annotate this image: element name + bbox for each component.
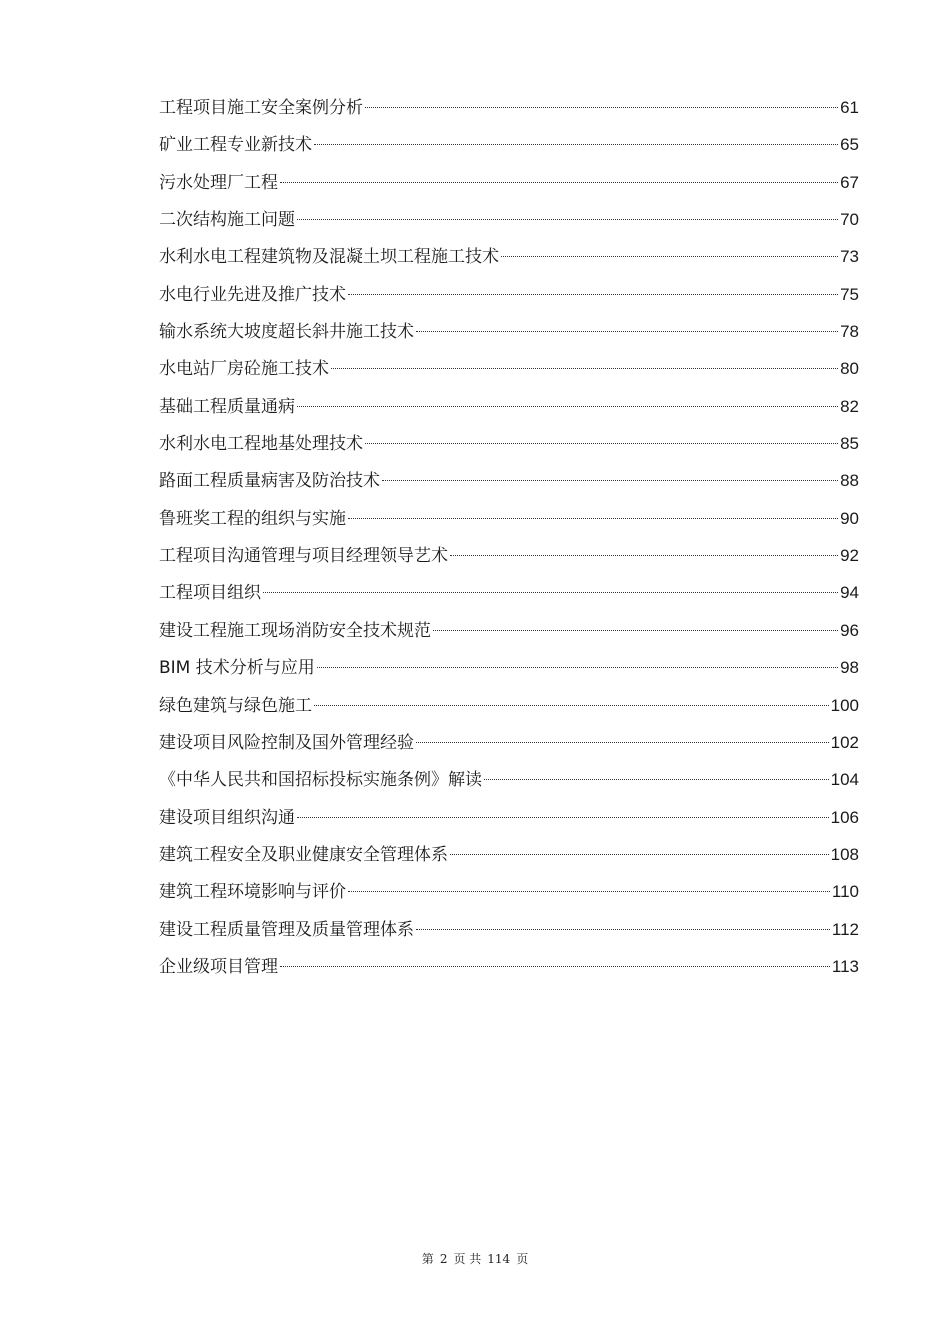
toc-entry-title: 水利水电工程地基处理技术 bbox=[159, 434, 363, 455]
toc-entry-title: 工程项目组织 bbox=[159, 583, 261, 604]
footer-middle: 页 共 bbox=[453, 1252, 482, 1266]
toc-dot-leader bbox=[416, 742, 829, 743]
toc-entry[interactable] bbox=[159, 96, 859, 133]
toc-entry-title: 建筑工程安全及职业健康安全管理体系 bbox=[159, 844, 448, 865]
toc-entry[interactable] bbox=[159, 245, 859, 282]
toc-entry-title: BIM 技术分析与应用 bbox=[159, 658, 315, 679]
toc-entry-page: 73 bbox=[840, 247, 859, 267]
toc-entry[interactable] bbox=[159, 918, 859, 955]
toc-entry[interactable] bbox=[159, 507, 859, 544]
toc-entry-page: 92 bbox=[840, 546, 859, 566]
toc-entry[interactable] bbox=[159, 806, 859, 843]
toc-entry[interactable] bbox=[159, 955, 859, 992]
toc-entry-title: 绿色建筑与绿色施工 bbox=[159, 695, 312, 716]
toc-dot-leader bbox=[314, 705, 829, 706]
toc-dot-leader bbox=[450, 555, 838, 556]
toc-entry-page: 102 bbox=[830, 732, 859, 752]
toc-dot-leader bbox=[331, 368, 838, 369]
toc-entry-page: 113 bbox=[831, 956, 859, 976]
toc-entry-title: 建设项目风险控制及国外管理经验 bbox=[159, 732, 414, 753]
toc-entry-title: 路面工程质量病害及防治技术 bbox=[159, 471, 380, 492]
toc-entry-page: 90 bbox=[840, 508, 859, 528]
toc-entry[interactable] bbox=[159, 880, 859, 917]
footer-total-pages: 114 bbox=[487, 1252, 511, 1266]
toc-dot-leader bbox=[365, 443, 838, 444]
toc-entry-title: 企业级项目管理 bbox=[159, 956, 278, 977]
toc-entry[interactable] bbox=[159, 208, 859, 245]
toc-entry[interactable] bbox=[159, 843, 859, 880]
toc-dot-leader bbox=[280, 966, 830, 967]
toc-dot-leader bbox=[484, 779, 829, 780]
toc-dot-leader bbox=[314, 144, 838, 145]
toc-entry-title: 输水系统大坡度超长斜井施工技术 bbox=[159, 322, 414, 343]
toc-entry-page: 104 bbox=[830, 770, 859, 790]
toc-dot-leader bbox=[297, 219, 838, 220]
footer-current-page: 2 bbox=[439, 1252, 448, 1266]
toc-entry-page: 85 bbox=[840, 434, 859, 454]
toc-dot-leader bbox=[317, 667, 838, 668]
toc-dot-leader bbox=[450, 854, 829, 855]
toc-entry-title: 水利水电工程建筑物及混凝土坝工程施工技术 bbox=[159, 247, 499, 268]
toc-dot-leader bbox=[382, 480, 838, 481]
toc-entry[interactable] bbox=[159, 283, 859, 320]
toc-entry-page: 67 bbox=[840, 172, 859, 192]
toc-entry-page: 98 bbox=[840, 658, 859, 678]
toc-entry[interactable] bbox=[159, 656, 859, 693]
footer-prefix: 第 bbox=[421, 1252, 434, 1266]
toc-entry-title: 建筑工程环境影响与评价 bbox=[159, 882, 346, 903]
toc-entry[interactable] bbox=[159, 768, 859, 805]
toc-entry[interactable] bbox=[159, 357, 859, 394]
toc-entry-page: 112 bbox=[831, 919, 859, 939]
toc-entry[interactable] bbox=[159, 619, 859, 656]
toc-entry-title: 工程项目沟通管理与项目经理领导艺术 bbox=[159, 546, 448, 567]
toc-dot-leader bbox=[416, 929, 830, 930]
toc-entry-title: 建设工程施工现场消防安全技术规范 bbox=[159, 620, 431, 641]
toc-entry-page: 96 bbox=[840, 620, 859, 640]
toc-entry[interactable] bbox=[159, 320, 859, 357]
page-footer bbox=[0, 1250, 950, 1267]
toc-entry-title: 二次结构施工问题 bbox=[159, 210, 295, 231]
toc-dot-leader bbox=[263, 592, 838, 593]
toc-entry-title: 水电行业先进及推广技术 bbox=[159, 284, 346, 305]
toc-entry-page: 88 bbox=[840, 471, 859, 491]
toc-entry-title: 《中华人民共和国招标投标实施条例》解读 bbox=[159, 770, 482, 791]
toc-entry[interactable] bbox=[159, 395, 859, 432]
toc-entry[interactable] bbox=[159, 469, 859, 506]
toc-entry-page: 100 bbox=[830, 695, 859, 715]
toc-dot-leader bbox=[433, 630, 838, 631]
toc-dot-leader bbox=[348, 518, 838, 519]
toc-entry-page: 108 bbox=[830, 844, 859, 864]
toc-entry-title: 建设项目组织沟通 bbox=[159, 807, 295, 828]
toc-entry-page: 65 bbox=[840, 135, 859, 155]
toc-dot-leader bbox=[348, 294, 838, 295]
footer-suffix: 页 bbox=[516, 1252, 529, 1266]
toc-dot-leader bbox=[280, 182, 838, 183]
toc-entry-title: 建设工程质量管理及质量管理体系 bbox=[159, 919, 414, 940]
toc-entry-page: 82 bbox=[840, 396, 859, 416]
toc-entry-page: 78 bbox=[840, 322, 859, 342]
toc-entry-title: 矿业工程专业新技术 bbox=[159, 135, 312, 156]
toc-dot-leader bbox=[416, 331, 838, 332]
toc-entry[interactable] bbox=[159, 694, 859, 731]
toc-entry-title: 污水处理厂工程 bbox=[159, 172, 278, 193]
toc-entry[interactable] bbox=[159, 133, 859, 170]
toc-entry-page: 110 bbox=[831, 882, 859, 902]
toc-entry[interactable] bbox=[159, 544, 859, 581]
toc-entry-title: 基础工程质量通病 bbox=[159, 396, 295, 417]
toc-entry-page: 80 bbox=[840, 359, 859, 379]
toc-entry-page: 94 bbox=[840, 583, 859, 603]
toc-dot-leader bbox=[297, 817, 829, 818]
toc-dot-leader bbox=[501, 256, 838, 257]
toc-entry[interactable] bbox=[159, 432, 859, 469]
toc-entry-page: 75 bbox=[840, 284, 859, 304]
toc-entry-page: 70 bbox=[840, 210, 859, 230]
toc-entry[interactable] bbox=[159, 731, 859, 768]
toc-entry-title: 工程项目施工安全案例分析 bbox=[159, 98, 363, 118]
toc-dot-leader bbox=[365, 107, 838, 108]
toc-entry-page: 61 bbox=[840, 98, 859, 117]
toc-dot-leader bbox=[348, 891, 830, 892]
toc-entry-title: 鲁班奖工程的组织与实施 bbox=[159, 508, 346, 529]
toc-dot-leader bbox=[297, 406, 838, 407]
toc-entry[interactable] bbox=[159, 581, 859, 618]
toc-entry-title: 水电站厂房砼施工技术 bbox=[159, 359, 329, 380]
toc-entry[interactable] bbox=[159, 171, 859, 208]
table-of-contents bbox=[159, 96, 859, 992]
toc-entry-page: 106 bbox=[830, 807, 859, 827]
